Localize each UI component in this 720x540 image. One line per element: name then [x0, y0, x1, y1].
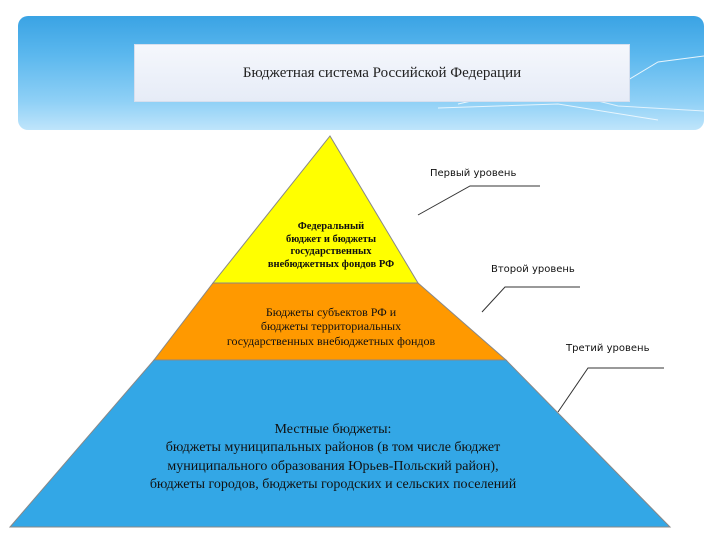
tier-3-line: бюджеты городов, бюджеты городских и сельских поселений	[149, 477, 517, 493]
tier-3-line: бюджеты муниципальных районов (в том числе бюджет	[165, 440, 501, 456]
level2-leader-line	[482, 287, 580, 312]
tier-2-line: Бюджеты субъектов РФ и	[265, 305, 397, 319]
tier-1-label	[248, 221, 414, 271]
level-3-label: Третий уровень	[566, 343, 650, 354]
tier-2-line: бюджеты территориальных	[260, 319, 402, 334]
level3-leader-line	[558, 368, 664, 412]
tier-3-line: Местные бюджеты:	[274, 422, 392, 437]
tier-2-label	[196, 305, 466, 348]
level-2-label: Второй уровень	[491, 264, 575, 275]
tier-1-line: внебюджетных фондов РФ	[267, 258, 395, 270]
level1-leader-line	[418, 186, 540, 215]
tier-1-line: бюджет и бюджеты	[285, 233, 377, 245]
tier-2-line: государственных внебюджетных фондов	[226, 333, 436, 348]
level-1-label: Первый уровень	[430, 168, 517, 179]
tier-1-line: Федеральный	[297, 221, 365, 232]
tier-1-line: государственных	[290, 246, 372, 258]
page-title: Бюджетная система Российской Федерации	[242, 64, 522, 81]
tier-3-label	[110, 421, 556, 495]
tier-3-line: муниципального образования Юрьев-Польский район),	[167, 458, 499, 474]
